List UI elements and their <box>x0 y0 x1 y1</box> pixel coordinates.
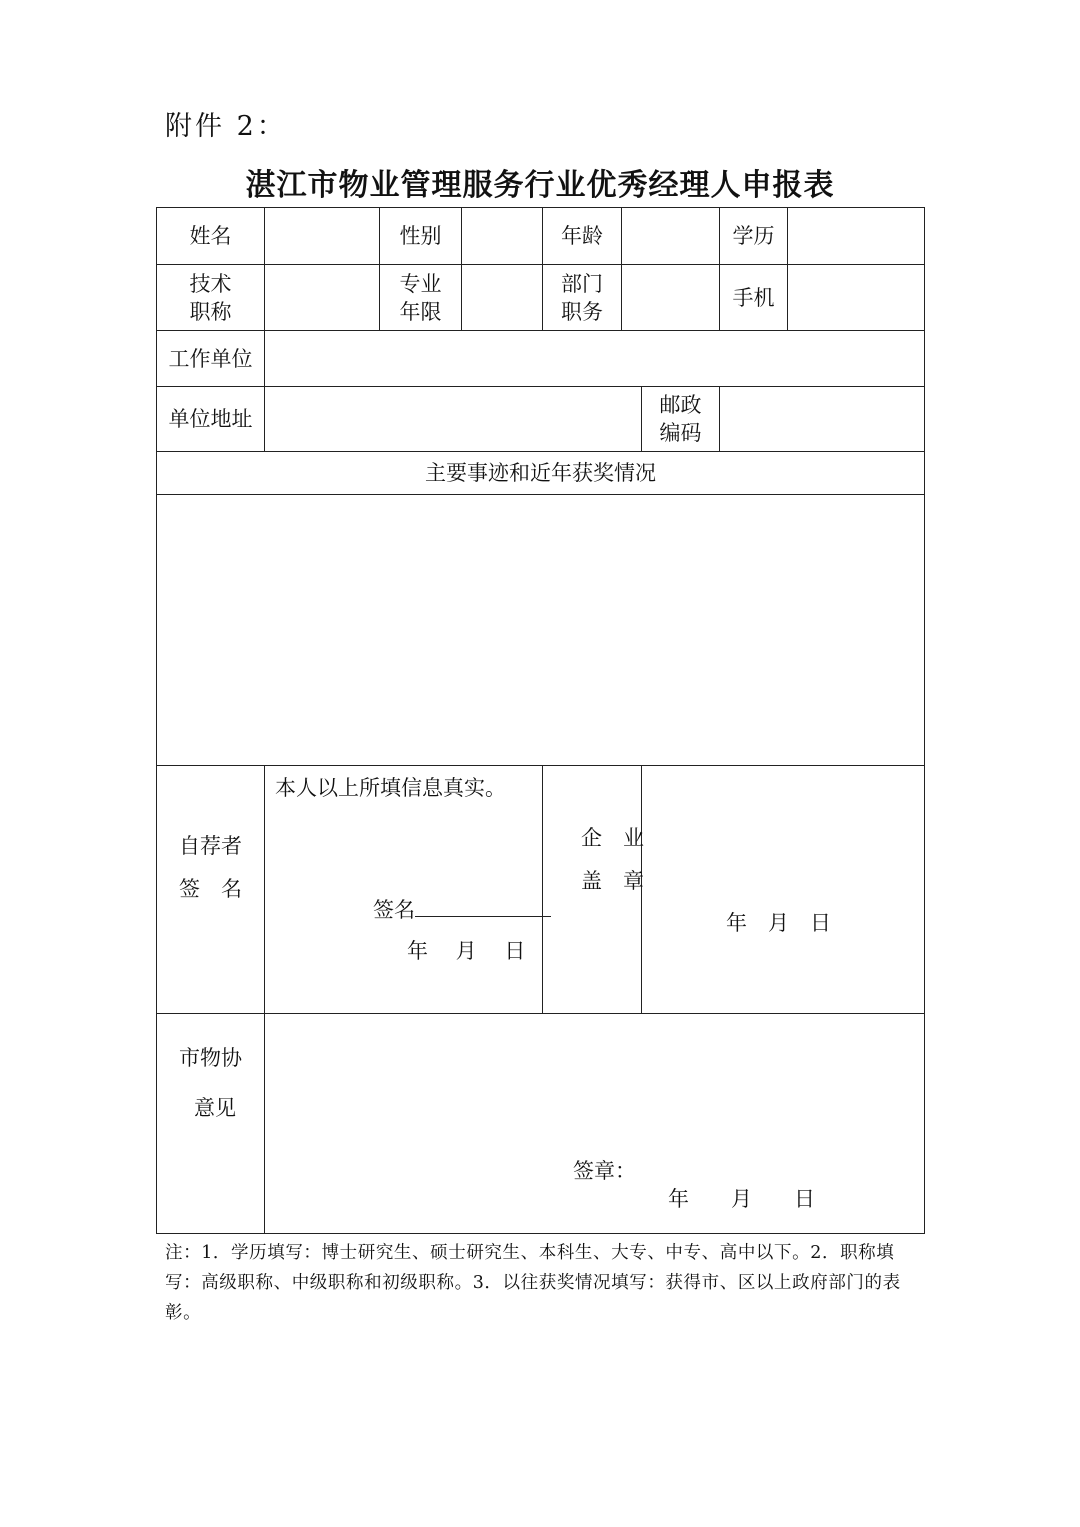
education-label: 学历 <box>720 208 788 265</box>
declaration-date: 年 月 日 <box>407 939 526 963</box>
dept-position-label <box>543 265 622 331</box>
assoc-date: 年 月 日 <box>668 1187 815 1211</box>
name-field[interactable] <box>265 208 380 265</box>
assoc-opinion-field[interactable] <box>265 1014 925 1234</box>
assoc-opinion-label <box>157 1014 265 1234</box>
dept-label-line2: 职务 <box>561 299 603 324</box>
form-notes: 注：1．学历填写：博士研究生、硕士研究生、本科生、大专、中专、高中以下。2．职称填写：高级职称、中级职称和初级职称。3．以往获奖情况填写：获得市、区以上政府部门的表彰。 <box>165 1243 901 1323</box>
signature-underline <box>415 894 551 917</box>
assoc-label-line2: 意见 <box>194 1096 236 1120</box>
deeds-field[interactable] <box>157 495 925 766</box>
self-rec-label <box>157 766 265 1014</box>
form-title: 湛江市物业管理服务行业优秀经理人申报表 <box>245 168 835 203</box>
address-label: 单位地址 <box>157 387 265 452</box>
assoc-seal-label: 签章： <box>573 1159 636 1183</box>
years-label-line2: 年限 <box>399 299 442 324</box>
postcode-label-line2: 编码 <box>659 421 702 445</box>
address-field[interactable] <box>265 387 642 452</box>
education-field[interactable] <box>788 208 925 265</box>
tech-title-label-line2: 职称 <box>189 299 232 324</box>
years-label-line1: 专业 <box>399 271 442 296</box>
company-label-line2: 盖 章 <box>581 869 644 893</box>
assoc-label-line1: 市物协 <box>179 1046 242 1070</box>
gender-field[interactable] <box>462 208 543 265</box>
postcode-label <box>642 387 720 452</box>
application-form <box>156 207 925 1234</box>
tech-title-field[interactable] <box>265 265 380 331</box>
years-label <box>380 265 462 331</box>
company-seal-label-cell <box>543 766 642 1014</box>
declaration-text: 本人以上所填信息真实。 <box>275 776 506 800</box>
employer-label: 工作单位 <box>157 331 265 387</box>
self-rec-label-line2: 签 名 <box>179 877 242 901</box>
dept-position-field[interactable] <box>622 265 720 331</box>
age-label: 年龄 <box>543 208 622 265</box>
signature-label: 签名 <box>373 898 415 922</box>
postcode-field[interactable] <box>720 387 925 452</box>
signature-line[interactable] <box>373 894 551 924</box>
self-rec-label-line1: 自荐者 <box>179 834 242 858</box>
employer-field[interactable] <box>265 331 925 387</box>
company-label-line1: 企 业 <box>581 826 644 850</box>
deeds-header: 主要事迹和近年获奖情况 <box>157 452 925 495</box>
age-field[interactable] <box>622 208 720 265</box>
phone-field[interactable] <box>788 265 925 331</box>
attachment-label: 附件 2： <box>165 111 287 142</box>
gender-label: 性别 <box>380 208 462 265</box>
tech-title-label <box>157 265 265 331</box>
self-rec-declaration-cell[interactable] <box>265 766 543 1014</box>
name-label: 姓名 <box>157 208 265 265</box>
phone-label: 手机 <box>720 265 788 331</box>
tech-title-label-line1: 技术 <box>189 271 232 296</box>
company-seal-date: 年 月 日 <box>726 911 831 935</box>
dept-label-line1: 部门 <box>561 271 603 296</box>
postcode-label-line1: 邮政 <box>659 393 702 417</box>
years-field[interactable] <box>462 265 543 331</box>
company-seal-field[interactable] <box>642 766 925 1014</box>
